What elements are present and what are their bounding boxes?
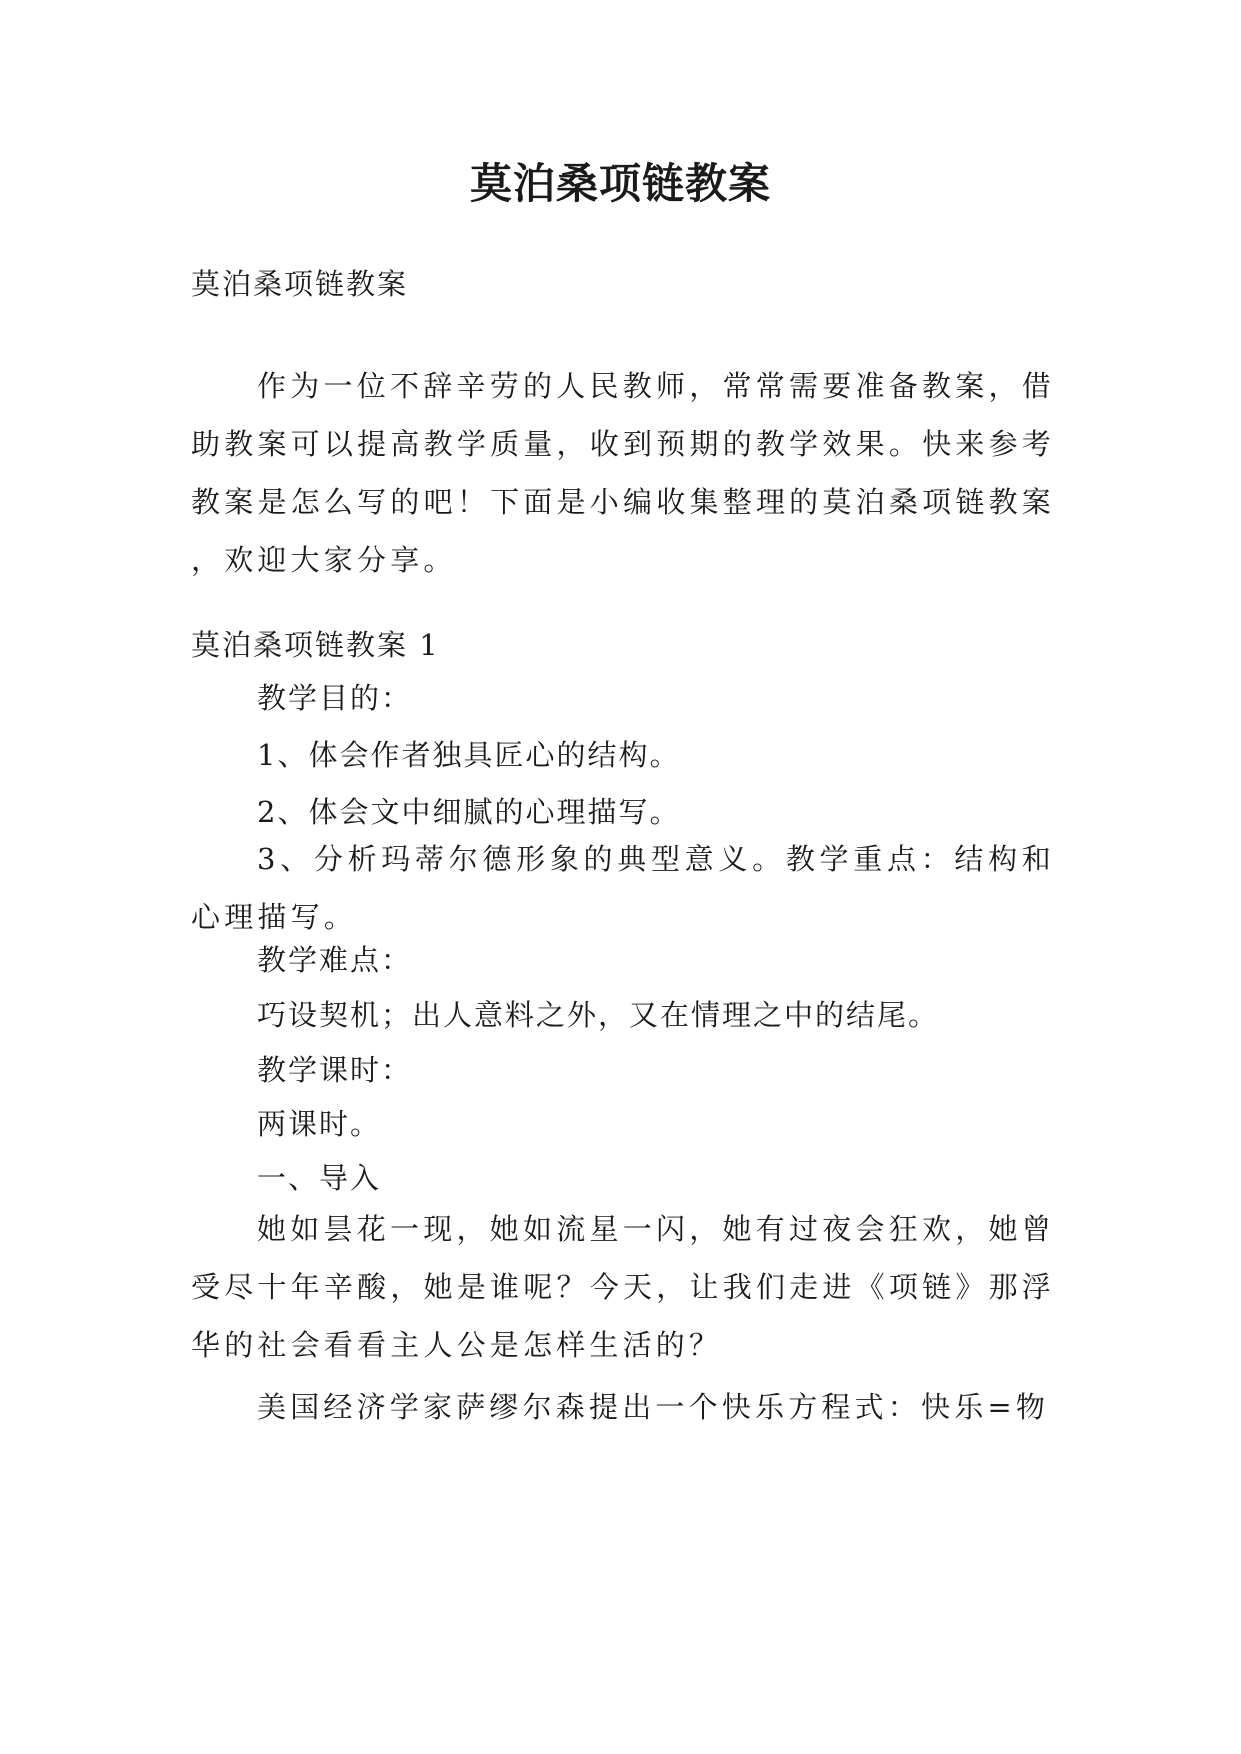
hours-heading: 教学课时： [257,1053,413,1087]
body-paragraph: 她如昙花一现，她如流星一闪，她有过夜会狂欢，她曾受尽十年辛酸，她是谁呢？今天，让我们走进《项链》那浮华的社会看看主人公是怎样生活的？ [191,1212,1055,1362]
document-title: 莫泊桑项链教案 [469,159,771,208]
document-subtitle: 莫泊桑项链教案 [191,267,409,301]
goal-item-1: 1、体会作者独具匠心的结构。 [257,738,681,772]
body-paragraph: 美国经济学家萨缪尔森提出一个快乐方程式：快乐=物 [257,1390,1050,1424]
difficulty-text: 巧设契机；出人意料之外，又在情理之中的结尾。 [257,998,940,1032]
goal-item-2: 2、体会文中细腻的心理描写。 [257,795,681,829]
goal-heading: 教学目的： [257,681,413,715]
hours-text: 两课时。 [257,1107,382,1141]
goal-item-3: 3、分析玛蒂尔德形象的典型意义。教学重点：结构和心理描写。 [191,842,1055,934]
difficulty-heading: 教学难点： [257,943,413,977]
section-heading: 莫泊桑项链教案 1 [191,628,440,662]
intro-paragraph: 作为一位不辞辛劳的人民教师，常常需要准备教案，借助教案可以提高教学质量，收到预期的教学效果。快来参考教案是怎么写的吧！下面是小编收集整理的莫泊桑项链教案 ，欢迎大家分享。 [191,369,1055,577]
part-heading: 一、导入 [257,1161,382,1195]
